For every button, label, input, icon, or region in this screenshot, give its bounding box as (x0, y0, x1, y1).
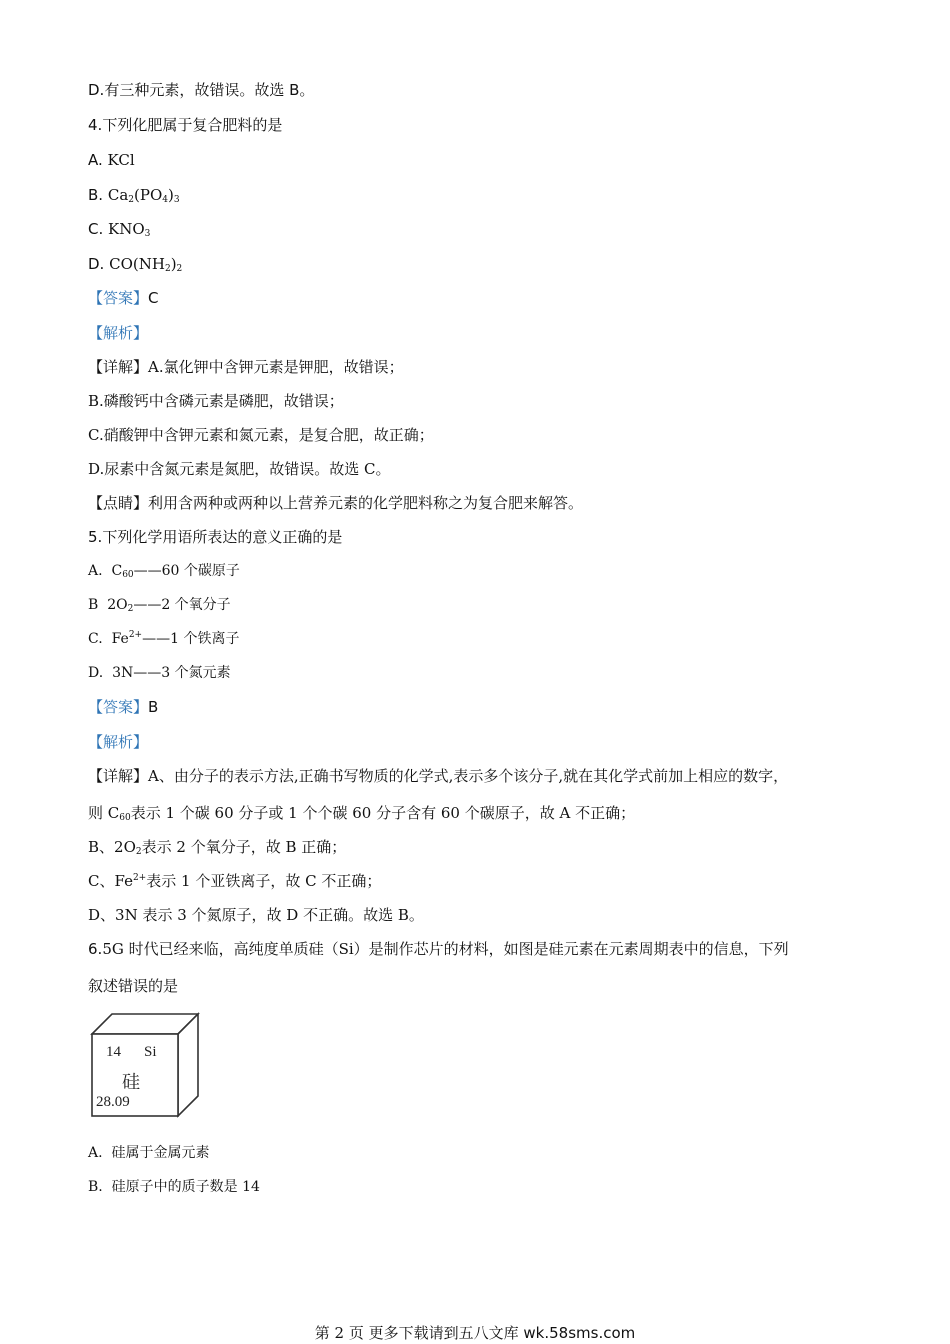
q5-stem-text: 下列化学用语所表达的意义正确的是 (102, 528, 343, 546)
q5-option-c: C. $Fe^{2+}——1$ 个铁离子 (88, 630, 240, 647)
q3-tail-choice: B (289, 81, 300, 99)
q3-option-label: D. (88, 81, 105, 99)
q5-option-d: D. 3N——3 个氮元素 (88, 665, 231, 681)
q5-option-a: A. $C_{60}——60$ 个碳原子 (88, 563, 240, 580)
option-text: 硅原子中的质子数是 14 (111, 1179, 260, 1195)
q4-comment (88, 493, 583, 513)
q5-option-b: B $2O_2——2$ 个氧分子 (88, 597, 231, 614)
q5-analysis (88, 732, 148, 752)
q4-detail-2 (88, 391, 344, 411)
option-text: 硅属于金属元素 (111, 1145, 210, 1161)
answer-value: C (148, 289, 159, 307)
q6-stem-text: 叙述错误的是 (88, 977, 179, 995)
q4-number: 4. (88, 116, 103, 134)
detail-tag: 【详解】 (88, 767, 149, 785)
periodic-element-card (90, 1012, 202, 1118)
q3-tail-line (88, 80, 314, 100)
atomic-number: 14 (106, 1044, 121, 1060)
option-label: A. (88, 1145, 103, 1161)
page-footer (0, 1322, 950, 1343)
q4-detail-1 (88, 357, 404, 377)
option-label: B. (88, 1179, 103, 1195)
detail-text: C.硝酸钾中含钾元素和氮元素，是复合肥，故正确； (88, 426, 434, 444)
q4-answer (88, 288, 159, 308)
option-label: B (88, 597, 99, 613)
q6-option-a (88, 1143, 209, 1163)
formula: $Ca_2(PO_4)_3$ (107, 186, 180, 205)
q5-detail-2: 则 $C_{60}$表示 1 个碳 60 分子或 1 个个碳 60 分子含有 60 个碳原子，故 A 不正确； (88, 804, 636, 823)
q6-stem-text: 5G 时代已经来临，高纯度单质硅（Si）是制作芯片的材料，如图是硅元素在元素周期表中的信息，下列 (102, 940, 789, 958)
q3-tail-text: 有三种元素，故错误。故选 (104, 81, 290, 99)
q4-detail-4 (88, 459, 391, 479)
q5-detail-4: C、$Fe^{2+}$表示 1 个亚铁离子，故 C 不正确； (88, 872, 382, 890)
detail-text: B.磷酸钙中含磷元素是磷肥，故错误； (88, 392, 344, 410)
detail-text: D、3N 表示 3 个氮原子，故 D 不正确。故选 B。 (88, 906, 424, 924)
q4-option-c (88, 219, 150, 239)
element-symbol: Si (144, 1044, 157, 1060)
q5-answer (88, 697, 158, 717)
detail-text: A.氯化钾中含钾元素是钾肥，故错误； (148, 358, 404, 376)
option-label: A. (88, 563, 103, 579)
option-label: D. (88, 255, 105, 273)
q6-stem-2 (88, 976, 178, 996)
formula: $KNO_3$ (108, 220, 151, 239)
q4-analysis (88, 323, 148, 343)
detail-tag: 【详解】 (88, 358, 149, 376)
q6-stem-1 (88, 939, 789, 959)
option-label: C. (88, 631, 103, 647)
answer-tag: 【答案】 (88, 698, 149, 716)
option-label: D. (88, 665, 104, 681)
footer-promo: 更多下载请到五八文库 (368, 1324, 524, 1342)
q4-stem-text: 下列化肥属于复合肥料的是 (102, 116, 283, 134)
q5-number: 5. (88, 528, 103, 546)
q3-tail-end: 。 (299, 81, 315, 99)
q5-detail-5 (88, 905, 424, 925)
q4-option-d (88, 254, 182, 274)
q5-stem (88, 527, 342, 547)
answer-value: B (148, 698, 159, 716)
answer-tag: 【答案】 (88, 289, 149, 307)
q5-detail-3: B、$2O_2$表示 2 个氧分子，故 B 正确； (88, 838, 347, 857)
comment-text: 利用含两种或两种以上营养元素的化学肥料称之为复合肥来解答。 (148, 494, 584, 512)
detail-text: A、由分子的表示方法,正确书写物质的化学式,表示多个该分子,就在其化学式前加上相应的数字， (148, 767, 789, 785)
option-label: C. (88, 220, 104, 238)
q6-option-b (88, 1177, 260, 1197)
q4-detail-3 (88, 425, 434, 445)
atomic-mass: 28.09 (96, 1094, 130, 1110)
page-number: 第 2 页 (314, 1324, 364, 1342)
analysis-tag: 【解析】 (88, 733, 149, 751)
detail-text: D.尿素中含氮元素是氮肥，故错误。故选 C。 (88, 460, 391, 478)
comment-tag: 【点睛】 (88, 494, 149, 512)
q4-option-b (88, 185, 180, 205)
q6-number: 6. (88, 940, 103, 958)
analysis-tag: 【解析】 (88, 324, 149, 342)
q4-stem (88, 115, 282, 135)
footer-link[interactable]: wk.58sms.com (523, 1324, 636, 1342)
formula: KCl (107, 151, 135, 169)
formula: $CO(NH_2)_2$ (109, 255, 183, 274)
option-label: B. (88, 186, 104, 204)
q5-detail-1 (88, 766, 788, 786)
option-label: A. (88, 151, 103, 169)
element-name: 硅 (122, 1072, 140, 1093)
q4-option-a (88, 150, 135, 170)
